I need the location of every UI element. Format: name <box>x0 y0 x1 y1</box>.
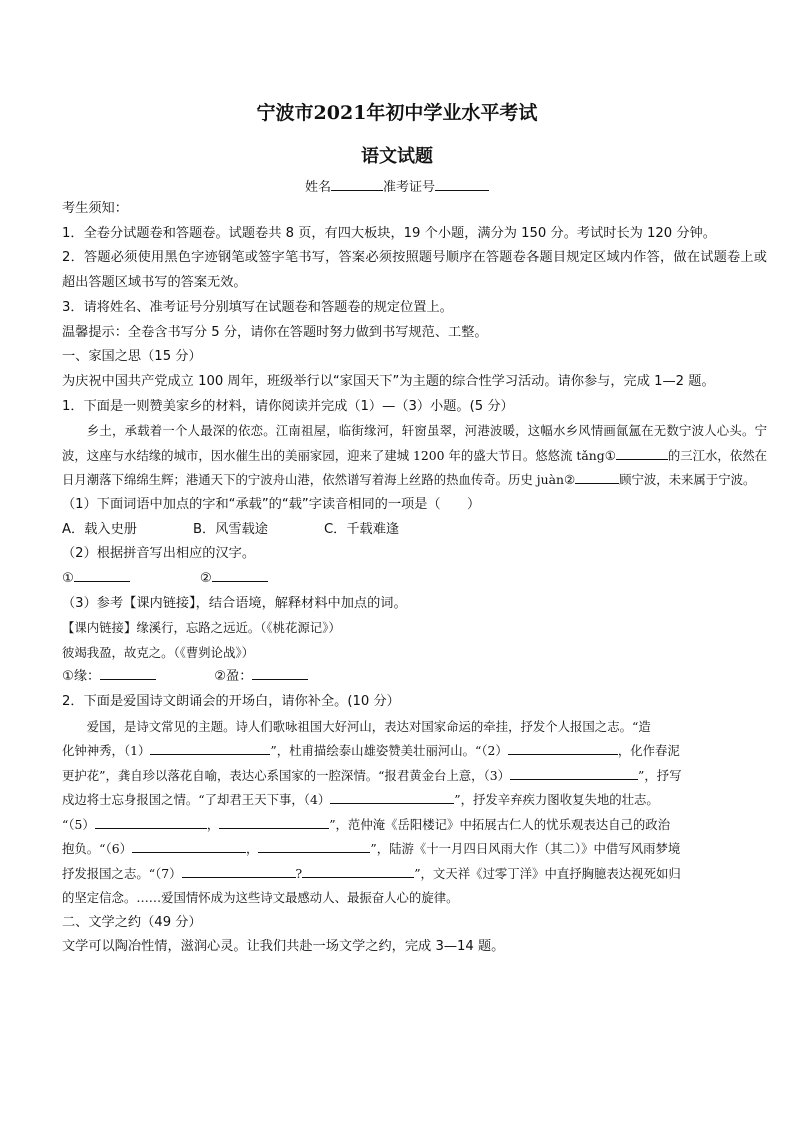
q1-passage: 乡土，承载着一个人最深的依恋。江南祖屋，临街缘河，轩窗虽翠，河港波暖，这幅水乡风情画氤氲在无数宁波人心头。宁波，这座与水结缘的城市，因水催生出的美丽家园，迎来了建城 1200 年的盛大节日。悠悠流 tǎng① 的三江水，依然在日月潮落下绵绵生辉；港通天下的宁波舟山港，依然谱写着海上丝路的热血传奇。历史 juàn② 顾宁波，未来属于宁波。 <box>62 423 767 488</box>
q1-sub1: （1）下面词语中加点的字和“承载”的“载”字读音相同的一项是（ ） <box>62 496 481 512</box>
option-a[interactable]: A．载入史册 <box>62 521 137 537</box>
poem-blank-5a[interactable] <box>95 816 207 829</box>
exam-title: 宁波市2021年初中学业水平考试 <box>256 102 538 124</box>
subject-title: 语文试题 <box>361 146 433 167</box>
q2-stem: 2．下面是爱国诗文朗诵会的开场白，请你补全。(10 分） <box>62 694 400 710</box>
name-blank[interactable] <box>331 178 383 191</box>
section2-heading: 二、文学之约（49 分） <box>62 914 202 930</box>
poem-blank-6b[interactable] <box>258 840 370 853</box>
notice-item: 2．答题必须使用黑色字迹钢笔或签字笔书写，答案必须按照题号顺序在答题卷各题目规定区域内作答，做在试题卷上或超出答题区域书写的答案无效。 <box>62 250 767 291</box>
answer-ying[interactable] <box>252 667 308 680</box>
poem-blank-7b[interactable] <box>302 865 414 878</box>
q1-stem: 1．下面是一则赞美家乡的材料，请你阅读并完成（1）—（3）小题。(5 分） <box>62 398 514 414</box>
answer-blank-1[interactable] <box>74 569 130 582</box>
q2-passage: 爱国，是诗文常见的主题。诗人们歌咏祖国大好河山，表达对国家命运的牵挂，抒发个人报国之志。“造 化钟神秀，（1） ”，杜甫描绘泰山雄姿赞美壮丽河山。“（2） ，化作春泥 更护花”，龚自珍以落花自喻，表达心系国家的一腔深情。“报君黄金台上意，（3） ”，抒写 戍边将士忘身报国之情。“了却君王天下事，（4） ”，抒发辛弃疾力图收复失地的壮志。 “（5） ， ”，范仲淹《岳阳楼记》中拓展古仁人的忧乐观表达自己的政治 抱负。“（6） ， ”，陆游《十一月四日风雨大作（其二）》中借写风雨梦境 抒发报国之志。“（7） ? ”，文天祥《过零丁洋》中直抒胸臆表达视死如归 的坚定信念。……爱国情怀成为这些诗文最感动人、最振奋人心的旋律。 <box>62 718 682 906</box>
section2-intro: 文学可以陶冶性情，滋润心灵。让我们共赴一场文学之约，完成 3—14 题。 <box>62 939 505 955</box>
notice-item: 3．请将姓名、准考证号分别填写在试题卷和答题卷的规定位置上。 <box>62 299 453 315</box>
answer-yuan[interactable] <box>100 667 156 680</box>
poem-blank-1[interactable] <box>150 742 270 755</box>
answer-blank-2[interactable] <box>212 569 268 582</box>
q1-sub3: （3）参考【课内链接】，结合语境，解释材料中加点的词。 <box>62 595 407 611</box>
q1-blank-2[interactable] <box>575 471 619 484</box>
q1-options <box>62 518 767 543</box>
classroom-link-2: 彼竭我盈，故克之。（《曹刿论战》） <box>62 644 255 660</box>
poem-blank-2[interactable] <box>508 742 618 755</box>
name-label: 姓名 <box>304 180 331 195</box>
candidate-info-line <box>0 176 794 195</box>
poem-blank-5b[interactable] <box>219 816 329 829</box>
poem-blank-3[interactable] <box>510 767 638 780</box>
id-label: 准考证号 <box>383 180 436 195</box>
q1-sub2: （2）根据拼音写出相应的汉字。 <box>62 546 256 562</box>
poem-blank-4[interactable] <box>330 791 454 804</box>
notice-heading: 考生须知： <box>62 201 128 216</box>
section1-intro: 为庆祝中国共产党成立 100 周年，班级举行以“家国天下”为主题的综合性学习活动。请你参与，完成 1—2 题。 <box>62 373 715 389</box>
classroom-link-1: 【课内链接】缘溪行，忘路之远近。（《桃花源记》） <box>62 620 341 636</box>
notice-item: 1．全卷分试题卷和答题卷。试题卷共 8 页，有四大板块，19 个小题，满分为 150 分。考试时长为 120 分钟。 <box>62 225 716 241</box>
exam-content <box>62 197 767 960</box>
poem-blank-6a[interactable] <box>132 840 246 853</box>
option-c[interactable]: C．千载难逢 <box>323 521 400 537</box>
q1-sub3-answers: ①缘： ②盈： <box>62 665 767 690</box>
id-blank[interactable] <box>435 178 489 191</box>
section1-heading: 一、家国之思（15 分） <box>62 349 202 365</box>
q1-blank-1[interactable] <box>616 447 668 460</box>
q1-sub2-answers: ① ② <box>62 567 767 592</box>
poem-blank-7a[interactable] <box>182 865 296 878</box>
option-b[interactable]: B．风雪载途 <box>192 521 268 537</box>
notice-tip: 温馨提示：全卷含书写分 5 分，请你在答题时努力做到书写规范、工整。 <box>62 324 488 340</box>
